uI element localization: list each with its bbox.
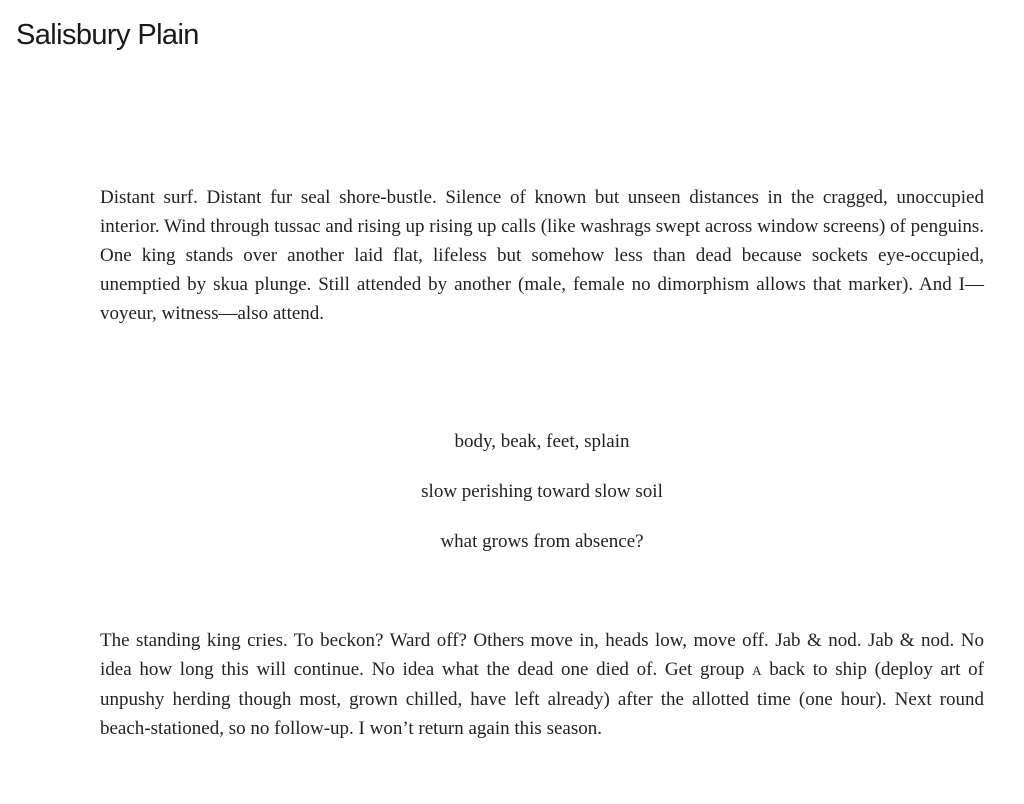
- page-title: Salisbury Plain: [16, 19, 199, 51]
- stanza-line: what grows from absence?: [440, 531, 644, 552]
- stanza-line: slow perishing toward slow soil: [421, 481, 663, 502]
- prose-paragraph-one: Distant surf. Distant fur seal shore-bustle. Silence of known but unseen distances in the cragged, unoccupied interior. Wind through tussac and rising up rising up calls (like washrags swept across window screens) of penguins. One king stands over another laid flat, lifeless but somehow less than dead because sockets eye-occupied, unemptied by skua plunge. Still attended by another (male, female no dimorphism allows that marker). And I—voyeur, witness—also attend.: [100, 187, 984, 324]
- paragraph-two-text-start: The standing king cries. To beckon? Ward off? Others move in, heads low, move off. Jab & nod. Jab & nod. No idea how long this will continue. No idea what the dead one died of. Get group: [100, 630, 984, 680]
- stanza-line: body, beak, feet, splain: [454, 431, 630, 452]
- poem-stanza: [100, 427, 984, 557]
- prose-paragraph-two: [100, 626, 984, 743]
- group-letter-mark: A: [752, 663, 762, 678]
- paragraph-two-text-end: back to ship (deploy art of unpushy herding though most, grown chilled, have left already) after the allotted time (one hour). Next round beach-stationed, so no follow-up. I won’t return again this season.: [100, 659, 984, 739]
